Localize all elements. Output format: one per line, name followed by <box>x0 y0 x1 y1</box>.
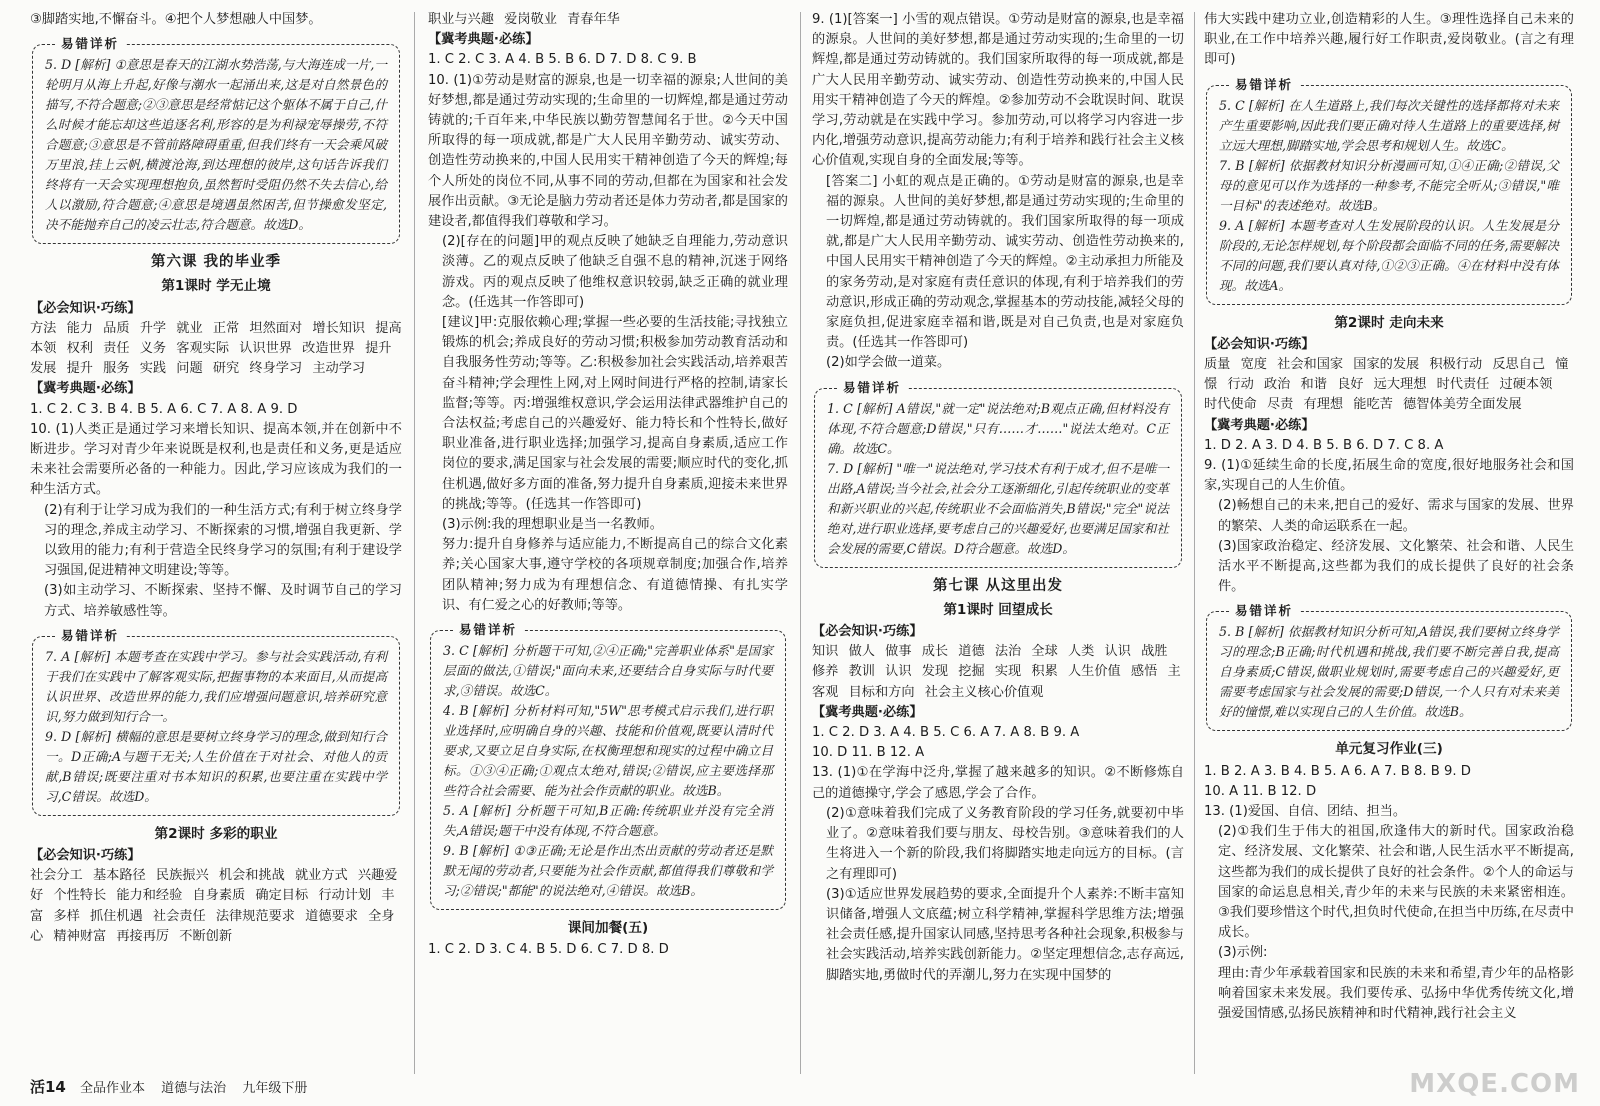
error-analysis-box <box>430 622 786 910</box>
grade-name: 九年级下册 <box>242 1081 308 1096</box>
answer-paragraph: (2)①我们生于伟大的祖国,欣逢伟大的新时代。国家政治稳定、经济发展、文化繁荣、社会和谐,人民生活水平不断提高,这些都为我们的成长提供了良好的社会条件。②个人的命运与国家的命运息息相关,青少年的未来与民族的未来紧密相连。③我们要珍惜这个时代,担负时代使命,在担当中历练,在尽责中成长。 <box>1218 824 1574 941</box>
section-title: 第1课时 学无止境 <box>161 278 271 295</box>
answer-line: 1. C 2. D 3. A 4. B 5. C 6. A 7. A 8. B 9. A <box>812 725 1080 741</box>
answer-line: 1. C 2. C 3. A 4. B 5. B 6. D 7. D 8. C 9. B <box>428 52 697 68</box>
box-paragraph: 9. D [解析] 横幅的意思是要树立终身学习的理念,做到知行合一。D正确;A与题干无关;人生价值在于对社会、对他人的贡献,B错误;既要注重对书本知识的积累,也要注重在实践中学习,C错误。故选D。 <box>45 728 387 804</box>
error-analysis-box <box>814 379 1182 568</box>
knowledge-heading: 【必会知识·巧练】 <box>30 848 141 864</box>
answer-paragraph: (3)示例: <box>1218 945 1268 961</box>
box-paragraph: 5. A [解析] 分析题干可知,B正确:传统职业并没有完全消失,A错误;题干中没有体现,不符合题意。 <box>443 803 773 839</box>
box-title: 易错详析 <box>1229 75 1299 95</box>
error-analysis-box <box>1206 76 1572 305</box>
intro-text: ③脚踏实地,不懈奋斗。④把个人梦想融人中国梦。 <box>30 12 322 27</box>
keyword-list: 知识 做人 做事 成长 道德 法治 全球 人类 认识 战胜 修养 教训 认识 发现 挖掘 实现 积累 人生价值 感悟 主客观 目标和方向 社会主义核心价值观 <box>812 644 1181 700</box>
answer-paragraph: (2)畅想自己的未来,把自己的爱好、需求与国家的发展、世界的繁荣、人类的命运联系在一起。 <box>1218 498 1574 534</box>
answer-line: 1. C 2. C 3. B 4. B 5. A 6. C 7. A 8. A 9. D <box>30 401 298 417</box>
answer-paragraph: 13. (1)①在学海中泛舟,掌握了越来越多的知识。②不断修炼自己的道德操守,学会了感恩,学会了合作。 <box>812 765 1184 801</box>
knowledge-heading: 【必会知识·巧练】 <box>812 624 923 640</box>
column-2 <box>428 10 788 961</box>
answer-paragraph: 理由:青少年承载着国家和民族的未来和希望,青少年的品格影响着国家未来发展。我们要传承、弘扬中华优秀传统文化,增强爱国情感,弘扬民族精神和时代精神,践行社会主义 <box>1218 965 1574 1022</box>
section-title: 第2课时 走向未来 <box>1334 314 1444 331</box>
answer-paragraph: (3)示例:我的理想职业是当一名教师。 <box>442 517 663 533</box>
box-paragraph: 9. A [解析] 本题考查对人生发展阶段的认识。人生发展是分阶段的,无论怎样规划,每个阶段都会面临不同的任务,需要解决不同的问题,我们要认真对待,①②③正确。④在材料中没有体现。故选A。 <box>1219 217 1559 293</box>
error-analysis-box <box>1206 603 1572 731</box>
exam-heading: 【冀考典题·必练】 <box>1204 417 1315 433</box>
knowledge-heading: 【必会知识·巧练】 <box>30 300 141 316</box>
watermark: MXQE.COM <box>1409 1068 1580 1099</box>
answer-paragraph: 努力:提升自身修养与适应能力,不断提高自己的综合文化素养;关心国家大事,遵守学校的各项规章制度;加强合作,培养团队精神;努力成为有理想信念、有道德情操、有扎实学识、有仁爱之心的好教师;等等。 <box>442 537 788 613</box>
answer-paragraph: (2)[存在的问题]甲的观点反映了她缺乏自理能力,劳动意识淡薄。乙的观点反映了他缺乏自强不息的精神,沉迷于网络游戏。丙的观点反映了他维权意识较弱,缺乏正确的就业理念。(任选其一作答即可) <box>442 234 788 310</box>
error-analysis-box <box>32 36 400 244</box>
column-divider <box>800 12 801 1074</box>
section-title: 第2课时 多彩的职业 <box>154 825 278 842</box>
lesson-title: 第六课 我的毕业季 <box>150 254 282 271</box>
box-paragraph: 5. C [解析] 在人生道路上,我们每次关键性的选择都将对未来产生重要影响,因此我们要正确对待人生道路上的重要选择,树立远大理想,脚踏实地,学会思考和规划人生。故选C。 <box>1219 97 1559 153</box>
series-name: 全品作业本 <box>80 1081 146 1096</box>
answer-paragraph: 9. (1)[答案一] 小雪的观点错误。①劳动是财富的源泉,也是幸福的源泉。人世间的美好梦想,都是通过劳动实现的;生命里的一切辉煌,都是通过劳动铸就的。我们国家所取得的每一项成就,都是广大人民用辛勤劳动、诚实劳动、创造性劳动换来的,中国人民用实干精神创造了今天的辉煌。②参加劳动不会耽误时间、耽误学习,劳动就是在实践中学习。参加劳动,可以将学习内容进一步内化,增强劳动意识,提高劳动能力;有利于培养和践行社会主义核心价值观,实现自身的全面发展;等等。 <box>812 12 1184 169</box>
keyword-list: 方法 能力 品质 升学 就业 正常 坦然面对 增长知识 提高本领 权利 责任 义务 客观实际 认识世界 改造世界 提升 发展 提升 服务 实践 问题 研究 终身学习 主动学习 <box>30 320 402 377</box>
box-title: 易错详析 <box>55 34 125 54</box>
answer-paragraph: (2)①意味着我们完成了义务教育阶段的学习任务,就要初中毕业了。②意味着我们要与朋友、母校告别。③意味着我们的人生将进入一个新的阶段,我们将脚踏实地走向远方的目标。(言之有理即可) <box>826 805 1184 882</box>
answer-paragraph: (2)有利于让学习成为我们的一种生活方式;有利于树立终身学习的理念,养成主动学习、不断探索的习惯,增强自我更新、学以致用的能力;有利于营造全民终身学习的氛围;有利于建设学习强国,促进精神文明建设;等等。 <box>44 502 402 579</box>
answer-paragraph: [建议]甲:克服依赖心理;掌握一些必要的生活技能;寻找独立锻炼的机会;养成良好的劳动习惯;积极参加劳动教育活动和自我服务性劳动;等等。乙:积极参加社会实践活动,培养艰苦奋斗精神;学会理性上网,对上网时间进行严格的控制,请家长监督;等等。丙:增强维权意识,学会运用法律武器维护自己的合法权益;考虑自己的兴趣爱好、能力特长和个性特长,做好职业准备,进行职业选择;加强学习,提高自身素质,适应工作岗位的要求,满足国家与社会发展的需要;顺应时代的变化,抓住机遇,做好多方面的准备,努力提升自身素质,迎接未来世界的挑战;等等。(任选其一作答即可) <box>442 315 788 512</box>
box-title: 易错详析 <box>1229 601 1299 621</box>
subject-name: 道德与法治 <box>161 1081 227 1096</box>
answer-paragraph: 10. (1)人类正是通过学习来增长知识、提高本领,并在创新中不断进步。学习对青少年来说既是权利,也是责任和义务,更是适应未来社会需要所必备的一种能力。因此,学习应该成为我们的一种生活方式。 <box>30 421 402 498</box>
box-paragraph: 7. A [解析] 本题考查在实践中学习。参与社会实践活动,有利于我们在实践中了解客观实际,把握事物的本来面目,从而提高认识世界、改造世界的能力,我们应增强问题意识,培养研究意识,努力做到知行合一。 <box>45 648 387 724</box>
exam-heading: 【冀考典题·必练】 <box>428 32 539 48</box>
exam-heading: 【冀考典题·必练】 <box>30 381 141 397</box>
answer-line: 10. D 11. B 12. A <box>812 745 925 761</box>
box-paragraph: 1. C [解析] A错误,"就一定"说法绝对;B观点正确,但材料没有体现,不符合题意;D错误,"只有……才……"说法太绝对。C正确。故选C。 <box>827 400 1169 456</box>
answer-paragraph: 10. (1)①劳动是财富的源泉,也是一切幸福的源泉;人世间的美好梦想,都是通过劳动实现的;生命里的一切辉煌,都是通过劳动铸就的;千百年来,中华民族以勤劳智慧闻名于世。②今天中国所取得的每一项成就,都是广大人民用辛勤劳动、诚实劳动、创造性劳动换来的,中国人民用实干精神创造了今天的辉煌;每个人所处的岗位不同,从事不同的劳动,但都在为国家和社会发展作出贡献。③无论是脑力劳动者还是体力劳动者,都是国家的建设者,都值得我们尊敬和学习。 <box>428 72 788 230</box>
column-1 <box>30 10 402 947</box>
answer-line: 10. A 11. B 12. D <box>1204 783 1317 799</box>
exam-heading: 【冀考典题·必练】 <box>812 704 923 720</box>
page-footer <box>30 1078 319 1098</box>
section-title: 课间加餐(五) <box>567 920 649 937</box>
answer-paragraph: 13. (1)爱国、自信、团结、担当。 <box>1204 804 1407 820</box>
box-title: 易错详析 <box>55 626 125 646</box>
column-3 <box>812 10 1184 986</box>
answer-line: 1. B 2. A 3. B 4. B 5. A 6. A 7. B 8. B 9. D <box>1204 763 1471 779</box>
column-4 <box>1204 10 1574 1024</box>
box-paragraph: 7. D [解析] "唯一"说法绝对,学习技术有利于成才,但不是唯一出路,A错误;当今社会,社会分工逐渐细化,引起传统职业的变革和新兴职业的兴起,传统职业不会面临消失,B错误;"完全"说法绝对,进行职业选择,要考虑自己的兴趣爱好,也要满足国家和社会发展的需要,C错误。D符合题意。故选D。 <box>827 460 1169 556</box>
box-paragraph: 5. D [解析] ①意思是春天的江湖水势浩荡,与大海连成一片,一轮明月从海上升起,好像与潮水一起涌出来,这是对自然景色的描写,不符合题意;②③意思是经常惦记这个躯体不属于自己,什么时候才能忘却这些追逐名利,形容的是为利禄宠辱操劳,不符合题意;③意思是不管前路障碍重重,但我们终有一天会乘风破万里浪,挂上云帆,横渡沧海,到达理想的彼岸,这句话告诉我们终将有一天会实现理想抱负,虽然暂时受阻仍然不失去信心,给人以激励,符合题意;④意思是境遇虽然困苦,但节操愈发坚定,决不能抛弃自己的凌云壮志,符合题意。故选D。 <box>45 57 387 233</box>
section-title: 第1课时 回望成长 <box>943 601 1053 618</box>
answer-paragraph: (3)如主动学习、不断探索、坚持不懈、及时调节自己的学习方式、培养敏感性等。 <box>44 583 402 619</box>
keyword-list: 社会分工 基本路径 民族振兴 机会和挑战 就业方式 兴趣爱好 个性特长 能力和经验 自身素质 确定目标 行动计划 丰富 多样 抓住机遇 社会责任 法律规范要求 道德要求 全身心 精神财富 再接再厉 不断创新 <box>30 868 398 944</box>
lesson-title: 第七课 从这里出发 <box>932 577 1064 594</box>
answer-paragraph: 伟大实践中建功立业,创造精彩的人生。③理性选择自己未来的职业,在工作中培养兴趣,履行好工作职责,爱岗敬业。(言之有理即可) <box>1204 12 1574 68</box>
answer-paragraph: 9. (1)①延续生命的长度,拓展生命的宽度,很好地服务社会和国家,实现自己的人生价值。 <box>1204 458 1574 494</box>
box-paragraph: 5. B [解析] 依据教材知识分析可知,A错误,我们要树立终身学习的理念;B正确;时代机遇和挑战,我们要不断完善自我,提高自身素质;C错误,做职业规划时,需要考虑自己的兴趣爱好,更需要考虑国家与社会发展的需要;D错误,一个人只有对未来美好的憧憬,难以实现自己的人生价值。故选B。 <box>1219 624 1559 720</box>
box-paragraph: 3. C [解析] 分析题干可知,②④正确;"完善职业体系"是国家层面的做法,①错误;"面向未来,还要结合自身实际与时代要求,③错误。故选C。 <box>443 643 773 699</box>
answer-paragraph: (3)①适应世界发展趋势的要求,全面提升个人素养:不断丰富知识储备,增强人文底蕴;树立科学精神,掌握科学思维方法;增强社会责任感,提升国家认同感,坚持思考各种社会现象,积极参与社会实践活动,培养实践创新能力。②坚定理想信念,志存高远,脚踏实地,勇做时代的弄潮儿,努力在实现中国梦的 <box>826 886 1184 983</box>
answer-line: 1. D 2. A 3. D 4. B 5. B 6. D 7. C 8. A <box>1204 437 1444 453</box>
box-title: 易错详析 <box>453 620 523 640</box>
keyword-list: 质量 宽度 社会和国家 国家的发展 积极行动 反思自己 憧憬 行动 政治 和谐 良好 远大理想 时代责任 过硬本领 时代使命 尽责 有理想 能吃苦 德智体美劳全面发展 <box>1204 357 1569 413</box>
answer-paragraph: (2)如学会做一道菜。 <box>826 355 951 371</box>
page-number: 活14 <box>30 1078 66 1096</box>
box-paragraph: 4. B [解析] 分析材料可知,"5W"思考模式启示我们,进行职业选择时,应明确自身的兴趣、技能和价值观,既要认清时代要求,又要立足自身实际,在权衡理想和现实的过程中确立目标。①③④正确;①观点太绝对,错误;②错误,应主要选择那些符合社会需要、能为社会作贡献的职业。故选B。 <box>443 703 773 799</box>
column-divider <box>414 12 415 1074</box>
section-title: 单元复习作业(三) <box>1335 741 1443 758</box>
box-paragraph: 7. B [解析] 依据教材知识分析漫画可知,①④正确;②错误,父母的意见可以作为选择的一种参考,不能完全听从;③错误,"唯一目标"的表述绝对。故选B。 <box>1219 157 1559 213</box>
box-paragraph: 9. B [解析] ①③正确;无论是作出杰出贡献的劳动者还是默默无闻的劳动者,只要能为社会作贡献,都值得我们尊敬和学习;②错误;"都能"的说法绝对,④错误。故选B。 <box>443 843 773 899</box>
column-divider <box>1194 12 1195 1074</box>
answer-paragraph: [答案二] 小虹的观点是正确的。①劳动是财富的源泉,也是幸福的源泉。人世间的美好梦想,都是通过劳动实现的;生命里的一切辉煌,都是通过劳动铸就的。我们国家所取得的每一项成就,都是广大人民用辛勤劳动、诚实劳动、创造性劳动换来的,中国人民用实干精神创造了今天的辉煌。②主动承担力所能及的家务劳动,是对家庭有责任意识的体现,有利于培养我们的劳动意识,形成正确的劳动观念,掌握基本的劳动技能,减轻父母的家庭负担,促进家庭幸福和谐,既是对自己负责,也是对家庭负责。(任选其一作答即可) <box>826 173 1184 351</box>
answer-paragraph: (3)国家政治稳定、经济发展、文化繁荣、社会和谐、人民生活水平不断提高,这些都为我们的成长提供了良好的社会条件。 <box>1218 538 1574 595</box>
box-title: 易错详析 <box>837 378 907 398</box>
knowledge-heading: 【必会知识·巧练】 <box>1204 336 1315 352</box>
error-analysis-box <box>32 627 400 816</box>
answer-line: 1. C 2. D 3. C 4. B 5. D 6. C 7. D 8. D <box>428 942 669 958</box>
keyword-list: 职业与兴趣 爱岗敬业 青春年华 <box>428 12 620 27</box>
